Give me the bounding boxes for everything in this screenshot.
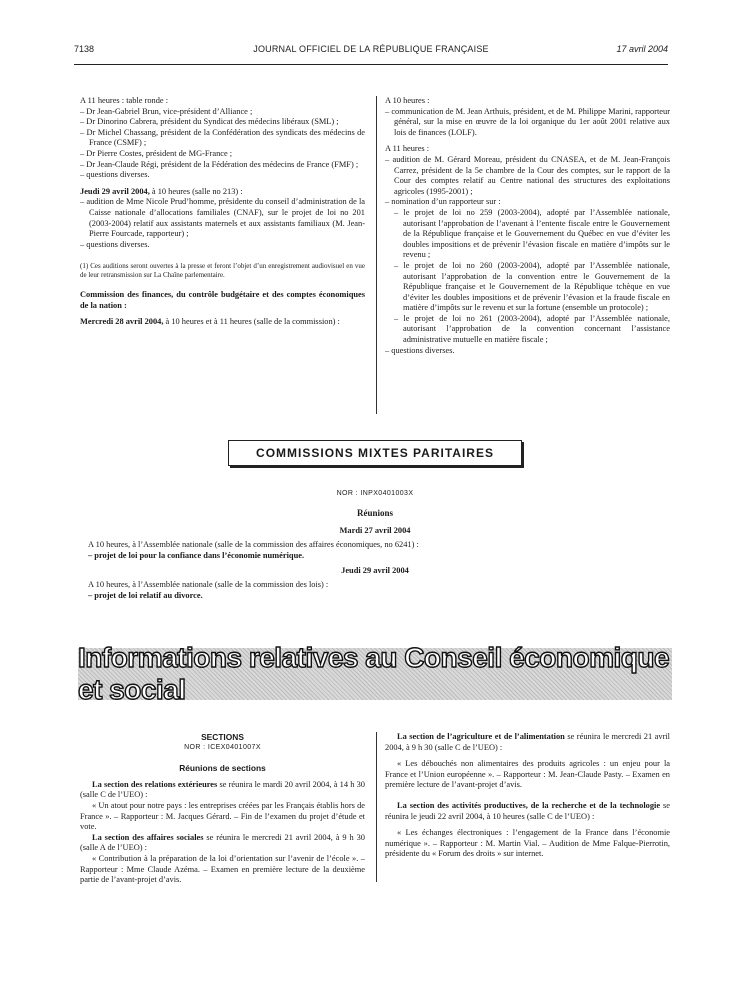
section-meeting: [385, 801, 670, 822]
agenda-item: – questions diverses.: [80, 239, 150, 249]
agenda-item: – Dr Jean-Claude Régi, président de la Fédération des médecins de France (FMF) ;: [80, 159, 359, 169]
ces-right-column: [385, 732, 670, 860]
cmp-section-title: COMMISSIONS MIXTES PARITAIRES: [228, 440, 522, 466]
sub-agenda-item: – le projet de loi no 260 (2003-2004), adopté par l’Assemblée nationale, autorisant l’approbation de la convention entre le Gouvernement de la République française et le Gouvernement de la République tchèque en vue d’éviter les doubles impositions et de prévenir l’évasion et la fraude fiscale en matière d’impôts sur le revenu et sur la fortune (ensemble un protocole) ;: [394, 260, 670, 313]
section-agenda: « Contribution à la préparation de la loi d’orientation sur l’avenir de l’école ». – Rapporteur : Mme Claude Azéma. – Examen en première lecture de la deuxième partie de l’avant-projet d’avis.: [80, 853, 365, 885]
section-meeting: [385, 732, 670, 753]
session-time: A 10 heures :: [385, 96, 430, 105]
left-column: [80, 96, 365, 328]
section-name: La section des relations extérieures: [92, 779, 218, 789]
meeting-date-line: [80, 317, 365, 328]
reunions-heading: Réunions: [356, 508, 393, 518]
section-agenda: « Un atout pour notre pays : les entreprises créées par les Français établis hors de France ». – Rapporteur : M. Jacques Gérard. – Fin de l’examen du projet d’étude et vote.: [80, 800, 365, 832]
section-name: La section de l’agriculture et de l’alimentation: [397, 732, 565, 741]
meeting-date-line: [80, 187, 365, 198]
section-schedule: se réunira le jeudi 22 avril 2004, à 10 heures (salle C de l’UEO) :: [385, 800, 670, 821]
page-header: [74, 44, 668, 58]
nor-reference: NOR : INPX0401003X: [336, 490, 414, 497]
commission-title: Commission des finances, du contrôle budgétaire et des comptes économiques de la nation :: [80, 289, 365, 310]
agenda-item: – nomination d’un rapporteur sur :: [385, 197, 501, 207]
meeting-date: Mardi 27 avril 2004: [339, 526, 411, 535]
ces-left-column: [80, 732, 365, 886]
agenda-item: – questions diverses.: [80, 170, 150, 180]
session-time: A 11 heures : table ronde :: [80, 96, 169, 105]
meeting-time: à 10 heures et à 11 heures (salle de la commission) :: [165, 317, 340, 327]
agenda-item: – communication de M. Jean Arthuis, président, et de M. Philippe Marini, rapporteur général, sur la mise en œuvre de la loi organique du 1er août 2001 relative aux lois de finances (LOLF).: [385, 106, 670, 137]
sub-agenda-item: – le projet de loi no 261 (2003-2004), adopté par l’Assemblée nationale, autorisant l’approbation de la convention concernant l’assistance administrative mutuelle en matière fiscale ;: [394, 313, 670, 345]
journal-title: JOURNAL OFFICIEL DE LA RÉPUBLIQUE FRANÇAISE: [253, 44, 489, 54]
issue-date: 17 avril 2004: [616, 44, 668, 54]
section-name: La section des activités productives, de la recherche et de la technologie: [397, 800, 661, 810]
session-time: A 10 heures, à l’Assemblée nationale (salle de la commission des lois) :: [88, 580, 329, 589]
sections-heading: SECTIONS: [201, 732, 244, 742]
agenda-item: – questions diverses.: [385, 345, 455, 355]
section-agenda: « Les débouchés non alimentaires des produits agricoles : un enjeu pour la France et l’Union européenne ». – Rapporteur : M. Jean-Claude Pasty. – Examen en première lecture de l’avant-projet d’avis.: [385, 759, 670, 790]
agenda-item: – Dr Dinorino Cabrera, président du Syndicat des médecins libéraux (SML) ;: [80, 117, 339, 127]
meeting-time: à 10 heures (salle no 213) :: [151, 186, 243, 196]
agenda-item: – Dr Pierre Costes, président de MG-France ;: [80, 148, 233, 158]
section-schedule: se réunira le mercredi 21 avril 2004, à 9 h 30 (salle A de l’UEO) :: [80, 832, 365, 853]
agenda-item: – Dr Jean-Gabriel Brun, vice-président d’Alliance ;: [80, 106, 253, 116]
column-divider: [376, 96, 377, 414]
section-schedule: se réunira le mercredi 21 avril 2004, à 9 h 30 (salle C de l’UEO) :: [385, 732, 671, 752]
agenda-item: – projet de loi relatif au divorce.: [88, 590, 203, 600]
meeting-date: Jeudi 29 avril 2004: [341, 566, 409, 575]
agenda-item: – audition de Mme Nicole Prud’homme, présidente du conseil d’administration de la Caisse nationale d’allocations familiales (CNAF), sur le projet de loi no 201 (2003-2004) relatif aux assistants maternels et aux assistants familiaux (M. Jean-Pierre Fourcade, rapporteur) ;: [80, 197, 365, 239]
section-name: La section des affaires sociales: [92, 832, 204, 842]
meeting-date: Jeudi 29 avril 2004,: [80, 186, 150, 196]
ces-banner: [78, 642, 672, 705]
section-meeting: [80, 833, 365, 854]
section-agenda: « Les échanges électroniques : l’engagement de la France dans l’économie numérique ». – Rapporteur : M. Martin Vial. – Audition de Mme Falque-Pierrotin, présidente du « Forum des droits » sur internet.: [385, 828, 670, 859]
header-rule: [74, 64, 668, 65]
footnote: (1) Ces auditions seront ouvertes à la presse et feront l’objet d’un enregistrement audiovisuel en vue de leur retransmission sur La Chaîne parlementaire.: [80, 262, 365, 280]
ces-banner-title: Informations relatives au Conseil économique et social: [78, 642, 670, 705]
agenda-item: – projet de loi pour la confiance dans l’économie numérique.: [88, 550, 305, 560]
meeting-date: Mercredi 28 avril 2004,: [80, 317, 164, 327]
section-schedule: se réunira le mardi 20 avril 2004, à 14 h 30 (salle C de l’UEO) :: [80, 779, 365, 800]
agenda-item: – audition de M. Gérard Moreau, président du CNASEA, et de M. Jean-François Carrez, président de la 5e chambre de la Cour des comptes, sur le rapport de la Cour des comptes relatif au Centre national des structures des exploitations agricoles (1995-2001) ;: [385, 154, 670, 196]
sub-agenda-item: – le projet de loi no 259 (2003-2004), adopté par l’Assemblée nationale, autorisant l’approbation de l’avenant à l’entente fiscale entre le Gouvernement de la République française et le Gouvernement du Québec en vue d’éviter les doubles impositions et de prévenir l’évasion fiscale en matière d’impôts sur le revenu ;: [394, 207, 670, 260]
page-number: 7138: [74, 44, 95, 54]
session-time: A 11 heures :: [385, 144, 430, 154]
agenda-item: – Dr Michel Chassang, président de la Confédération des syndicats des médecins de France (CSMF) ;: [80, 127, 365, 148]
column-divider: [376, 732, 377, 882]
nor-reference: NOR : ICEX0401007X: [184, 743, 261, 751]
session-time: A 10 heures, à l’Assemblée nationale (salle de la commission des affaires économiques, no 6241) :: [88, 540, 419, 549]
reunions-heading: Réunions de sections: [179, 763, 266, 774]
right-column: [385, 96, 670, 356]
cmp-mardi-block: [88, 540, 668, 561]
cmp-jeudi-block: [88, 580, 668, 601]
section-meeting: [80, 780, 365, 801]
